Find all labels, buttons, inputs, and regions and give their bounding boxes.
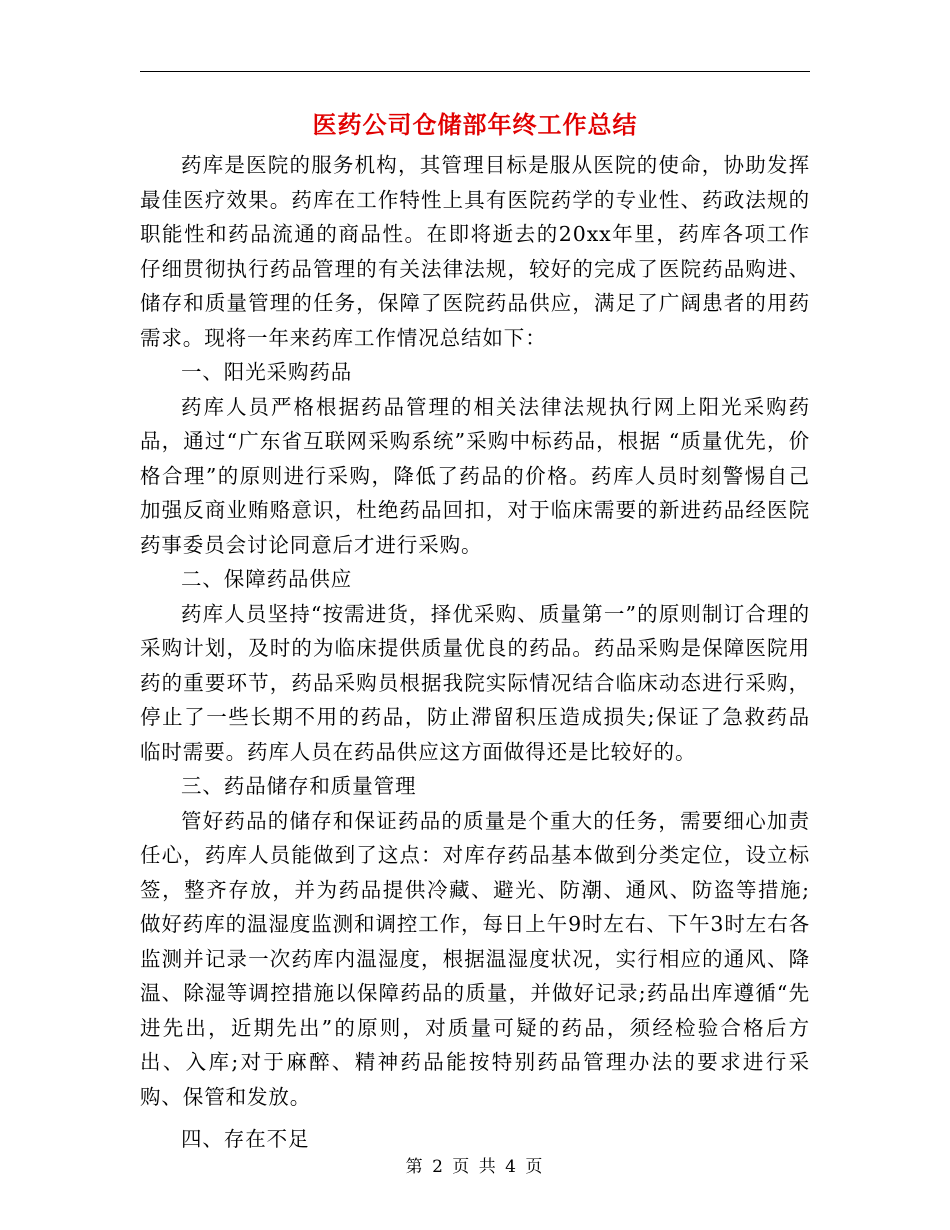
document-title: 医药公司仓储部年终工作总结 — [312, 110, 638, 139]
intro-paragraph: 药库是医院的服务机构，其管理目标是服从医院的使命，协助发挥最佳医疗效果。药库在工作特性上具有医院药学的专业性、药政法规的职能性和药品流通的商品性。在即将逝去的20xx年里，药库各项工作仔细贯彻执行药品管理的有关法律法规，较好的完成了医院药品购进、储存和质量管理的任务，保障了医院药品供应，满足了广阔患者的用药需求。现将一年来药库工作情况总结如下： — [140, 153, 810, 350]
page-number: 第 2 页 共 4 页 — [405, 1157, 545, 1177]
section-2-paragraph: 药库人员坚持“按需进货，择优采购、质量第一”的原则制订合理的采购计划，及时的为临床提供质量优良的药品。药品采购是保障医院用药的重要环节，药品采购员根据我院实际情况结合临床动态进行采购，停止了一些长期不用的药品，防止滞留积压造成损失;保证了急救药品临时需要。药库人员在药品供应这方面做得还是比较好的。 — [140, 601, 810, 764]
section-heading-4: 四、存在不足 — [181, 1127, 310, 1151]
section-heading-3: 三、药品储存和质量管理 — [181, 774, 417, 798]
document-body — [140, 148, 810, 1157]
section-heading-1: 一、阳光采购药品 — [181, 360, 353, 384]
section-heading-2: 二、保障药品供应 — [181, 567, 353, 591]
section-3-paragraph: 管好药品的储存和保证药品的质量是个重大的任务，需要细心加责任心，药库人员能做到了这点：对库存药品基本做到分类定位，设立标签，整齐存放，并为药品提供冷藏、避光、防潮、通风、防盗等措施;做好药库的温湿度监测和调控工作，每日上午9时左右、下午3时左右各监测并记录一次药库内温湿度，根据温湿度状况，实行相应的通风、降温、除湿等调控措施以保障药品的质量，并做好记录;药品出库遵循“先进先出，近期先出”的原则，对质量可疑的药品，须经检验合格后方出、入库;对于麻醉、精神药品能按特别药品管理办法的要求进行采购、保管和发放。 — [140, 808, 810, 1109]
section-1-paragraph: 药库人员严格根据药品管理的相关法律法规执行网上阳光采购药品，通过“广东省互联网采购系统”采购中标药品，根据 “质量优先，价格合理”的原则进行采购，降低了药品的价格。药库人员时刻警惕自己加强反商业贿赂意识，杜绝药品回扣，对于临床需要的新进药品经医院药事委员会讨论同意后才进行采购。 — [140, 394, 810, 557]
header-rule — [140, 71, 810, 72]
